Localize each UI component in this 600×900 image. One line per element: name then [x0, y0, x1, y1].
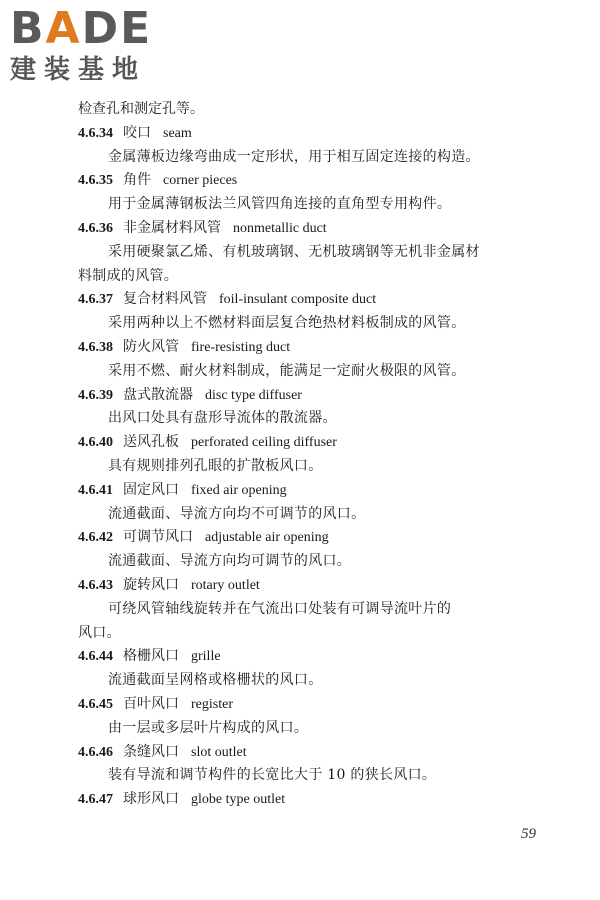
term-english: disc type diffuser — [205, 387, 302, 403]
term-number: 4.6.41 — [78, 482, 113, 498]
term-chinese: 旋转风口 — [123, 576, 179, 593]
document-body — [78, 98, 548, 812]
term-number: 4.6.34 — [78, 125, 113, 141]
term-chinese: 防火风管 — [123, 338, 179, 355]
term-english: globe type outlet — [191, 792, 286, 808]
term-chinese: 可调节风口 — [123, 529, 193, 546]
page-number: 59 — [521, 826, 536, 842]
term-english: fixed air opening — [191, 482, 287, 498]
term-heading — [78, 741, 548, 765]
term-number: 4.6.40 — [78, 435, 113, 451]
term-chinese: 格栅风口 — [123, 648, 179, 665]
term-heading — [78, 169, 548, 193]
term-number: 4.6.38 — [78, 339, 113, 355]
term-definition: 流通截面、导流方向均可调节的风口。 — [108, 553, 352, 570]
term-chinese: 送风孔板 — [123, 434, 179, 451]
term-english: nonmetallic duct — [233, 220, 327, 236]
term-definition: 料制成的风管。 — [78, 267, 179, 284]
term-english: adjustable air opening — [205, 530, 329, 546]
bade-logo — [10, 4, 180, 88]
term-heading — [78, 431, 548, 455]
term-definition: 风口。 — [78, 624, 121, 641]
term-definition: 流通截面呈网格或格栅状的风口。 — [108, 672, 323, 689]
term-heading — [78, 384, 548, 408]
term-chinese: 盘式散流器 — [123, 386, 193, 403]
term-chinese: 角件 — [123, 172, 151, 189]
intro-continuation: 检查孔和测定孔等。 — [78, 101, 204, 117]
term-definition: 采用两种以上不燃材料面层复合绝热材料板制成的风管。 — [108, 315, 466, 332]
term-definition: 出风口处具有盘形导流体的散流器。 — [108, 410, 337, 427]
term-definition: 具有规则排列孔眼的扩散板风口。 — [108, 457, 323, 474]
term-number: 4.6.39 — [78, 387, 113, 403]
term-english: grille — [191, 649, 221, 665]
term-definition: 采用硬聚氯乙烯、有机玻璃钢、无机玻璃钢等无机非金属材 — [108, 243, 480, 260]
term-chinese: 咬口 — [123, 124, 151, 141]
term-english: foil-insulant composite duct — [219, 292, 377, 308]
term-heading — [78, 693, 548, 717]
term-number: 4.6.47 — [78, 792, 113, 808]
term-number: 4.6.45 — [78, 696, 113, 712]
term-definition: 金属薄板边缘弯曲成一定形状，用于相互固定连接的构造。 — [108, 148, 480, 165]
term-entries — [78, 122, 548, 812]
term-definition: 装有导流和调节构件的长宽比大于 10 的狭长风口。 — [108, 767, 437, 784]
term-number: 4.6.37 — [78, 292, 113, 308]
term-english: rotary outlet — [191, 577, 260, 593]
term-heading — [78, 479, 548, 503]
term-english: seam — [163, 125, 192, 141]
logo-wordmark: BADE — [10, 3, 153, 54]
term-heading — [78, 574, 548, 598]
term-english: perforated ceiling diffuser — [191, 435, 337, 451]
term-english: register — [191, 696, 233, 712]
term-number: 4.6.46 — [78, 744, 113, 760]
term-heading — [78, 288, 548, 312]
term-definition: 可绕风管轴线旋转并在气流出口处装有可调导流叶片的 — [108, 600, 452, 617]
term-chinese: 球形风口 — [123, 791, 179, 808]
term-definition: 流通截面、导流方向均不可调节的风口。 — [108, 505, 366, 522]
term-definition: 由一层或多层叶片构成的风口。 — [108, 719, 309, 736]
term-english: slot outlet — [191, 744, 247, 760]
term-chinese: 非金属材料风管 — [123, 219, 221, 236]
term-chinese: 复合材料风管 — [123, 291, 207, 308]
term-heading — [78, 788, 548, 812]
term-heading — [78, 217, 548, 241]
term-number: 4.6.43 — [78, 577, 113, 593]
term-number: 4.6.35 — [78, 173, 113, 189]
logo-subtitle: 建装基地 — [10, 55, 147, 85]
term-number: 4.6.42 — [78, 530, 113, 546]
term-chinese: 条缝风口 — [123, 743, 179, 760]
term-heading — [78, 645, 548, 669]
term-heading — [78, 336, 548, 360]
term-number: 4.6.36 — [78, 220, 113, 236]
term-number: 4.6.44 — [78, 649, 113, 665]
term-heading — [78, 122, 548, 146]
term-english: corner pieces — [163, 173, 238, 189]
term-definition: 用于金属薄钢板法兰风管四角连接的直角型专用构件。 — [108, 196, 452, 213]
term-chinese: 百叶风口 — [123, 695, 179, 712]
term-heading — [78, 526, 548, 550]
term-chinese: 固定风口 — [123, 481, 179, 498]
term-definition: 采用不燃、耐火材料制成，能满足一定耐火极限的风管。 — [108, 362, 466, 379]
term-english: fire-resisting duct — [191, 339, 291, 355]
